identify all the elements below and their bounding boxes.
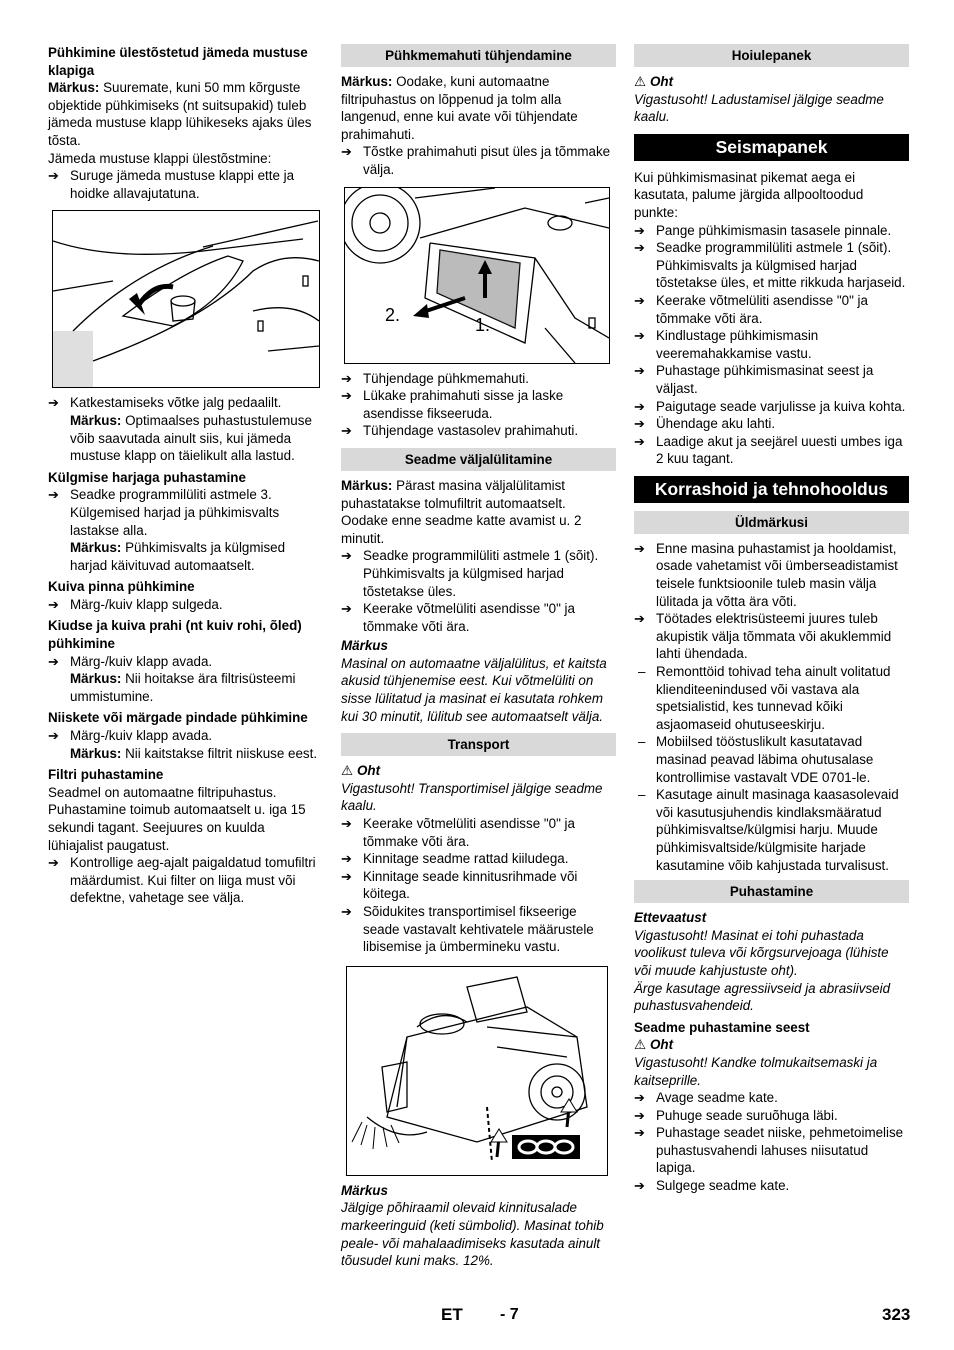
step-key-off-2: ➔ Keerake võtmelüliti asendisse "0" ja tõmmake võti ära. <box>341 815 616 850</box>
caution-text-2: Ärge kasutage agressiivseid ja abrasiivseid puhastusvahendeid. <box>634 980 891 1014</box>
fig-label-1: 1. <box>475 314 491 335</box>
step-close-cover: ➔ Sulgege seadme kate. <box>634 1177 909 1195</box>
step-key-off-storage: ➔ Keerake võtmelüliti asendisse "0" ja tõmmake võti ära. <box>634 292 909 327</box>
section-bar-shutdown: Seadme väljalülitamine <box>341 448 616 471</box>
section-bar-transport: Transport <box>341 733 616 756</box>
warning-transport-text: Vigastusoht! Transportimisel jälgige seadme kaalu. <box>341 780 603 814</box>
container-drawing <box>345 188 609 363</box>
column-2 <box>341 44 616 1270</box>
step-empty-container: ➔ Tühjendage pühkmemahuti. <box>341 370 616 388</box>
warning-cleaning-text: Vigastusoht! Kandke tolmukaitsemaski ja kaitseprille. <box>634 1054 878 1088</box>
step-key-off-1: ➔ Keerake võtmelüliti asendisse "0" ja tõmmake võti ära. <box>341 600 616 635</box>
container-illustration <box>344 187 610 364</box>
footer-language: ET <box>441 1305 463 1324</box>
note-coarse-flap: Märkus: Suuremate, kuni 50 mm kõrguste objektide pühkimiseks (nt suitsupakid) tuleb jämeda mustuse klapp lühikeseks ajaks üles tõsta. <box>48 80 312 148</box>
step-insert-container: ➔ Lükake prahimahuti sisse ja laske asendisse fikseeruda. <box>341 387 616 422</box>
step-lift-container: ➔ Tõstke prahimahuti pisut üles ja tõmmake välja. <box>341 143 616 178</box>
remark-auto-off: Masinal on automaatne väljalülitus, et kaitsta akusid tühjenemise eest. Kui võtmelüliti on sisse lülitatud ja masinat ei kasutata rohkem kui 30 minutit, lülitub see automaatselt välja. <box>341 655 607 724</box>
heading-shutdown-long: Seismapanek <box>634 134 909 161</box>
item-vde-check: – Mobiilsed tööstuslikult kasutatavad masinad peavad läbima ohutusalase kontrollimise vastavalt VDE 0701-le. <box>634 733 909 786</box>
step-clean-machine: ➔ Puhastage pühkimismasinat seest ja väljast. <box>634 362 909 397</box>
paragraph-long-idle: Kui pühkimismasinat pikemat aega ei kasutata, palume järgida allpooltoodud punkte: <box>634 169 864 220</box>
remark-title-1: Märkus <box>341 638 388 654</box>
item-original-brushes: – Kasutage ainult masinaga kaasasolevaid või kasutusjuhendis kindlaksmääratud pühkimisvaltse/külgmisi harju. Muude pühkimisvaltside/külgmisite harjade kasutamine võib kahjustada turvalisust. <box>634 786 909 874</box>
warning-storage-text: Vigastusoht! Ladustamisel jälgige seadme kaalu. <box>634 91 884 125</box>
remark-title-2: Märkus <box>341 1182 388 1198</box>
heading-filter-cleaning: Filtri puhastamine <box>48 767 164 783</box>
note-filter-clog: Märkus: Nii hoitakse ära filtrisüsteemi ummistumine. <box>70 671 296 704</box>
warning-icon: ⚠ <box>634 74 647 89</box>
warning-cleaning: ⚠ Oht <box>634 1037 674 1053</box>
heading-clean-inside: Seadme puhastamine seest <box>634 1019 810 1035</box>
step-secure-rolling: ➔ Kindlustage pühkimismasin veeremahakkamise vastu. <box>634 327 909 362</box>
heading-wet-surfaces: Niiskete või märgade pindade pühkimine <box>48 710 308 726</box>
note-filter-moisture: Märkus: Nii kaitstakse filtrit niiskuse eest. <box>70 745 318 761</box>
sweeper-drawing <box>347 967 607 1175</box>
heading-side-brush: Külgmise harjaga puhastamine <box>48 469 246 485</box>
step-charge-battery: ➔ Laadige akut ja seejärel uuesti umbes iga 2 kuu tagant. <box>634 433 909 468</box>
warning-icon: ⚠ <box>341 763 354 779</box>
caution-title: Ettevaatust <box>634 910 707 926</box>
step-wedge-wheels: ➔ Kinnitage seadme rattad kiiludega. <box>341 850 616 868</box>
step-tie-down: ➔ Kinnitage seade kinnitusrihmade või köitega. <box>341 868 616 903</box>
item-authorized-repair: – Remonttöid tohivad teha ainult volitatud klienditeenindused või vastava ala spetsialistid, kes tunnevad kõiki asjaomaseid ohutuseeskirju. <box>634 663 909 733</box>
step-open-flap-1: ➔ Märg-/kuiv klapp avada. <box>48 653 320 671</box>
note-auto-start: Märkus: Pühkimisvalts ja külgmised harjad käivituvad automaatselt. <box>70 540 286 573</box>
step-release-pedal: ➔ Katkestamiseks võtke jalg pedaalilt. <box>48 394 320 412</box>
warning-storage: ⚠ Oht <box>634 74 674 89</box>
step-disconnect-battery: ➔ Ühendage aku lahti. <box>634 415 909 433</box>
remark-chain-markers: Jälgige põhiraamil olevaid kinnitusalade markeeringuid (keti sümbolid). Masinat tohib peale- või mahalaadimiseks kasutada ainult tõusudel kuni maks. 12%. <box>341 1200 604 1269</box>
step-blow-air: ➔ Puhuge seade suruõhuga läbi. <box>634 1107 909 1125</box>
step-program-3: ➔ Seadke programmilüliti astmele 3. Külgemised harjad ja pühkimisvalts lastakse alla. <box>48 486 320 539</box>
step-empty-opposite: ➔ Tühjendage vastasolev prahimahuti. <box>341 422 616 440</box>
footer-local-page: - 7 <box>500 1306 519 1323</box>
heading-fibrous-debris: Kiudse ja kuiva prahi (nt kuiv rohi, õled) pühkimine <box>48 618 302 652</box>
caution-text: Vigastusoht! Masinat ei tohi puhastada voolikust tuleva või kõrgsurvejoaga (lühiste või muude kahjustuste oht). <box>634 927 889 978</box>
step-press-flap: ➔ Suruge jämeda mustuse klappi ette ja hoidke allavajutatuna. <box>48 167 320 202</box>
step-open-flap-2: ➔ Märg-/kuiv klapp avada. <box>48 727 320 745</box>
heading-maintenance: Korrashoid ja tehnohooldus <box>634 476 909 503</box>
note-wait-filter: Märkus: Oodake, kuni automaatne filtripuhastus on lõppenud ja tolm alla langenud, enne kui avate või tühjendate prahimahuti. <box>341 74 578 142</box>
sweeper-illustration <box>346 966 608 1176</box>
pedal-drawing <box>53 211 319 387</box>
step-program-1: ➔ Seadke programmilüliti astmele 1 (sõit). Pühkimisvalts ja külgmised harjad tõstetakse üles. <box>341 547 616 600</box>
column-3 <box>634 44 909 1195</box>
step-open-cover: ➔ Avage seadme kate. <box>634 1089 909 1107</box>
step-check-filter: ➔ Kontrollige aeg-ajalt paigaldatud tomufiltri määrdumist. Kui filter on liiga must või defektne, vahetage see välja. <box>48 854 320 907</box>
step-program-1-storage: ➔ Seadke programmilüliti astmele 1 (sõit). Pühkimisvalts ja külgmised harjad tõstetakse üles, et mitte rikkuda harjaseid. <box>634 239 909 292</box>
fig-label-2: 2. <box>385 304 401 325</box>
section-bar-empty-container: Pühkmemahuti tühjendamine <box>341 44 616 67</box>
note-optimal: Märkus: Optimaalses puhastustulemuse võib saavutada ainult siis, kui jämeda mustuse klapp on täielikult alla lastud. <box>70 412 312 464</box>
footer-page-number: 323 <box>882 1305 911 1324</box>
column-1 <box>48 44 320 907</box>
note-shutdown: Märkus: Pärast masina väljalülitamist puhastatakse tolmufiltrit automaatselt. Oodake enne seadme katte avamist u. 2 minutit. <box>341 477 582 546</box>
section-bar-storage: Hoiulepanek <box>634 44 909 67</box>
warning-transport: ⚠ Oht <box>341 763 381 779</box>
section-bar-general: Üldmärkusi <box>634 511 909 534</box>
pedal-illustration <box>52 210 320 388</box>
paragraph-filter-auto: Seadmel on automaatne filtripuhastus. Puhastamine toimub automaatselt u. iga 15 sekundi tagant. Seejuures on kuulda lühiajalist paugatust. <box>48 784 306 853</box>
heading-dry-surface: Kuiva pinna pühkimine <box>48 579 195 595</box>
step-close-flap: ➔ Märg-/kuiv klapp sulgeda. <box>48 596 320 614</box>
step-unplug-battery: ➔ Töötades elektrisüsteemi juures tuleb akupistik välja tõmmata või akuklemmid lahti ühendada. <box>634 610 909 663</box>
step-switch-off-before-service: ➔ Enne masina puhastamist ja hooldamist, osade vahetamist või ümberseadistamist teisele funktsioonile tuleb masin välja lülitada ja võtta ära võti. <box>634 540 909 610</box>
step-wipe-cloth: ➔ Puhastage seadet niiske, pehmetoimelise puhastusvahendi lahuses niisutatud lapiga. <box>634 1124 909 1177</box>
warning-icon: ⚠ <box>634 1037 647 1053</box>
step-shaded-dry: ➔ Paigutage seade varjulisse ja kuiva kohta. <box>634 398 909 416</box>
step-level-surface: ➔ Pange pühkimismasin tasasele pinnale. <box>634 222 909 240</box>
heading-coarse-flap: Pühkimine ülestõstetud jämeda mustuse klapiga <box>48 45 308 78</box>
step-secure-vehicle: ➔ Sõidukites transportimisel fikseerige seade vastavalt kehtivatele määrustele libisemise ja ümbermineku vastu. <box>341 903 616 956</box>
section-bar-cleaning: Puhastamine <box>634 880 909 903</box>
paragraph-flap-raise: Jämeda mustuse klappi ülestõstmine: <box>48 150 272 166</box>
